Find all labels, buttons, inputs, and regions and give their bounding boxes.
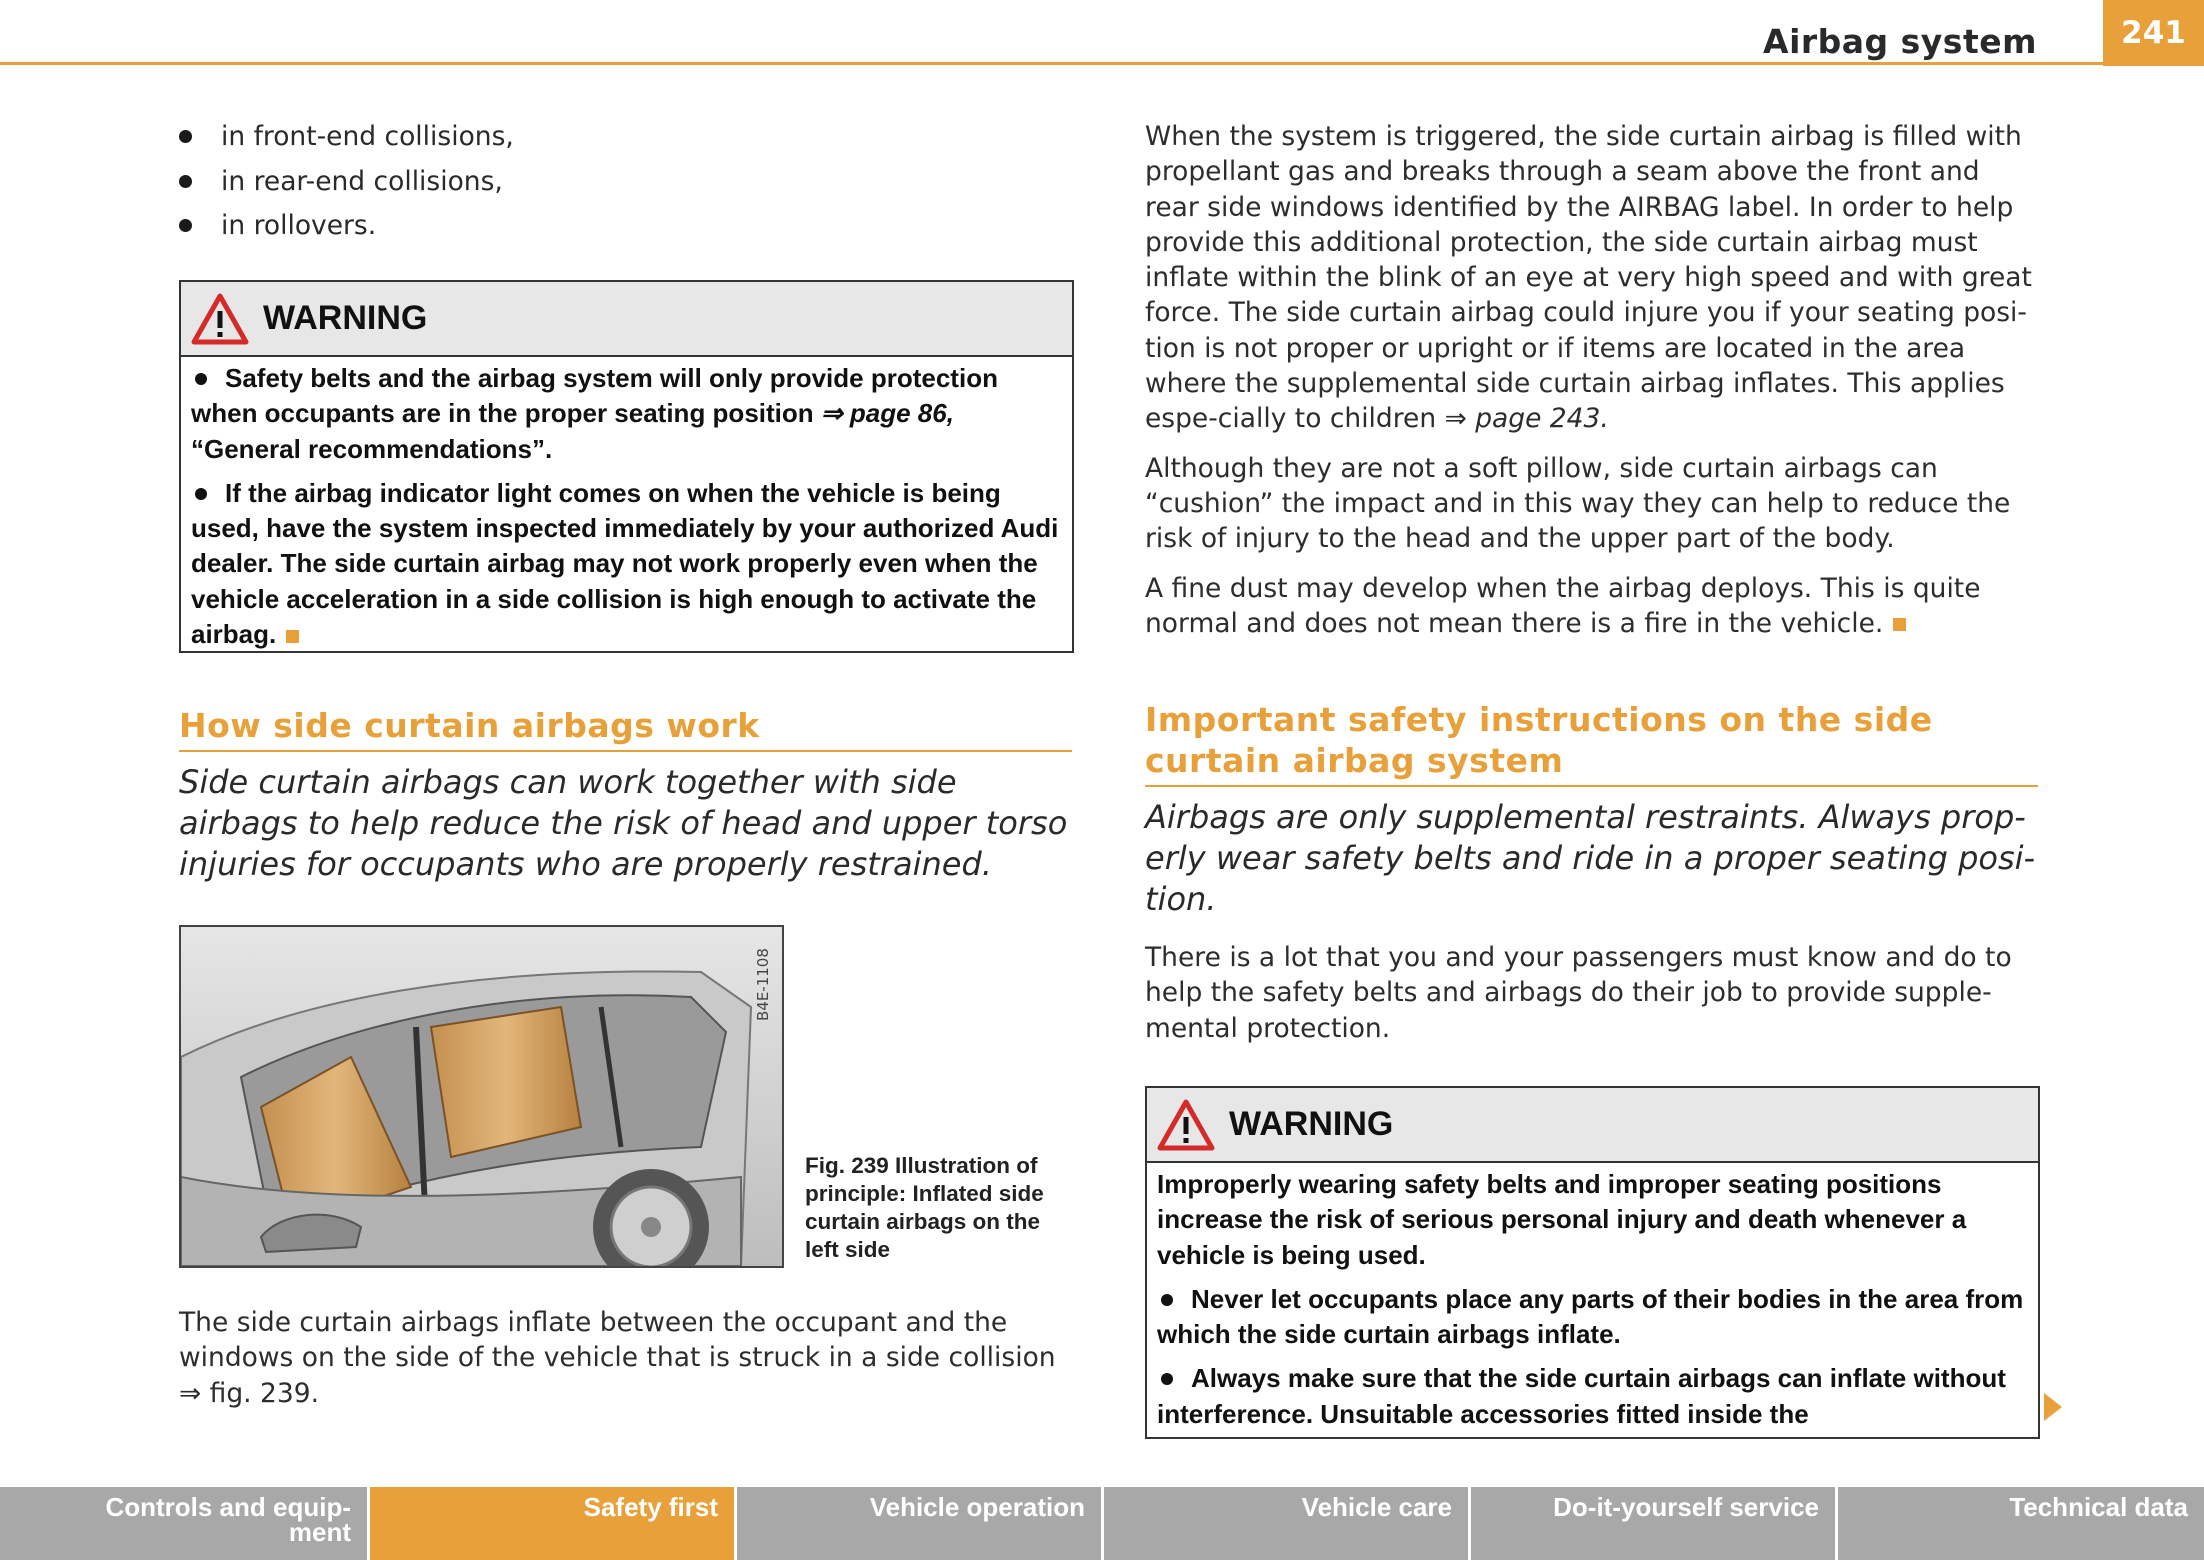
- warning-text: If the airbag indicator light comes on when the vehicle is being used, have the system inspected immediately by your authorized Audi dealer. The side curtain airbag may not work properly even when the vehicle acceleration in a side collision is high enough to activate the airbag.: [191, 477, 1059, 650]
- bullet-icon: [195, 488, 207, 500]
- end-mark-icon: [286, 630, 299, 643]
- page-link[interactable]: page 243.: [1475, 403, 1609, 435]
- warning-text: Safety belts and the airbag system will only provide protection when occupants are in the proper seating position: [191, 363, 998, 429]
- body-paragraph: There is a lot that you and your passengers must know and do to help the safety belts and airbags do their job to provide supple-mental protection.: [1145, 942, 2012, 1044]
- warning-body: [181, 357, 1072, 658]
- warning-triangle-icon: [1157, 1099, 1215, 1151]
- warning-header: [181, 282, 1072, 357]
- body-paragraph: [1145, 119, 2038, 437]
- section-heading: How side curtain airbags work: [179, 705, 1072, 752]
- page-header-title: Airbag system: [1763, 22, 2037, 61]
- warning-triangle-icon: [191, 293, 249, 345]
- header-rule: [0, 62, 2204, 65]
- figure-caption: Fig. 239 Illustration of principle: Inflated side curtain airbags on the left side: [805, 1153, 1044, 1262]
- continue-arrow-icon: [2044, 1393, 2062, 1421]
- tab-label: ment: [288, 1517, 351, 1547]
- warning-paragraph: [1157, 1282, 2028, 1353]
- car-side-curtain-airbag-image: [181, 927, 782, 1266]
- body-paragraph: The side curtain airbags inflate between the occupant and the windows on the side of the vehicle that is struck in a side collision ⇒ fig. 239.: [179, 1307, 1056, 1409]
- page-link[interactable]: ⇒ page 86,: [820, 398, 954, 429]
- warning-header: [1147, 1088, 2038, 1163]
- page-number: 241: [2103, 0, 2204, 66]
- figure-car-illustration: [179, 925, 784, 1268]
- right-top-text: [1145, 119, 2038, 641]
- warning-title: WARNING: [263, 299, 428, 337]
- collision-bullet-list: [179, 115, 1072, 249]
- list-item: in rollovers.: [179, 204, 1072, 249]
- left-section: [179, 705, 1072, 885]
- left-bottom-text: [179, 1305, 1072, 1411]
- body-text: A fine dust may develop when the airbag deploys. This is quite normal and does not mean there is a fire in the vehicle.: [1145, 572, 1981, 639]
- body-paragraph: Although they are not a soft pillow, side curtain airbags can “cushion” the impact and in this way they can help to reduce the risk of injury to the head and the upper part of the body.: [1145, 452, 2011, 555]
- warning-text: “General recommendations”.: [191, 433, 553, 464]
- bullet-icon: [1161, 1294, 1173, 1306]
- warning-paragraph: [191, 361, 1062, 467]
- tab-vehicle-care[interactable]: [1104, 1487, 1471, 1560]
- warning-paragraph: [1157, 1361, 2028, 1432]
- tab-controls-and-equipment[interactable]: [0, 1487, 370, 1560]
- end-mark-icon: [1893, 618, 1906, 631]
- bullet-icon: [1161, 1373, 1173, 1385]
- chapter-nav-bar: [0, 1487, 2204, 1560]
- warning-box-left: [179, 280, 1074, 653]
- warning-box-right: [1145, 1086, 2040, 1439]
- list-item: in rear-end collisions,: [179, 160, 1072, 205]
- section-heading: Important safety instructions on the side curtain airbag system: [1145, 699, 2038, 787]
- tab-safety-first[interactable]: [370, 1487, 737, 1560]
- tab-label: Safety first: [583, 1492, 718, 1522]
- tab-label: Technical data: [2009, 1492, 2188, 1522]
- section-intro: Airbags are only supplemental restraints. Always prop-erly wear safety belts and ride in a proper seating posi-tion.: [1145, 798, 2036, 918]
- tab-technical-data[interactable]: [1838, 1487, 2204, 1560]
- warning-title: WARNING: [1229, 1105, 1394, 1143]
- tab-do-it-yourself-service[interactable]: [1471, 1487, 1838, 1560]
- warning-body: [1147, 1163, 2038, 1438]
- tab-label: Controls and equip-: [105, 1492, 351, 1522]
- warning-paragraph: [191, 476, 1062, 652]
- figure-code: B4E-1108: [754, 948, 772, 1022]
- bullet-icon: [195, 373, 207, 385]
- body-text: When the system is triggered, the side curtain airbag is filled with propellant gas and breaks through a seam above the front and rear side windows identified by the AIRBAG label. In order to help provide this additional protection, the side curtain airbag must inflate within the blink of an eye at very high speed and with great force. The side curtain airbag could injure you if your seating posi-tion is not proper or upright or if items are located in the area where the supplemental side curtain airbag inflates. This applies espe-cially to children ⇒: [1145, 121, 2032, 435]
- warning-text: Always make sure that the side curtain airbags can inflate without interference. Unsuitable accessories fitted inside the: [1157, 1363, 2006, 1429]
- list-item: in front-end collisions,: [179, 115, 1072, 160]
- warning-text: Never let occupants place any parts of their bodies in the area from which the side curtain airbags inflate.: [1157, 1283, 2024, 1350]
- tab-label: Do-it-yourself service: [1553, 1492, 1819, 1522]
- section-intro: Side curtain airbags can work together with side airbags to help reduce the risk of head and upper torso injuries for occupants who are properly restrained.: [179, 763, 1068, 883]
- warning-paragraph: Improperly wearing safety belts and improper seating positions increase the risk of serious personal injury and death whenever a vehicle is being used.: [1157, 1169, 1967, 1270]
- tab-vehicle-operation[interactable]: [737, 1487, 1104, 1560]
- body-paragraph: [1145, 571, 2038, 642]
- tab-label: Vehicle operation: [869, 1492, 1085, 1522]
- tab-label: Vehicle care: [1301, 1492, 1452, 1522]
- left-bullet-list-container: [179, 115, 1072, 249]
- right-section: [1145, 699, 2038, 1046]
